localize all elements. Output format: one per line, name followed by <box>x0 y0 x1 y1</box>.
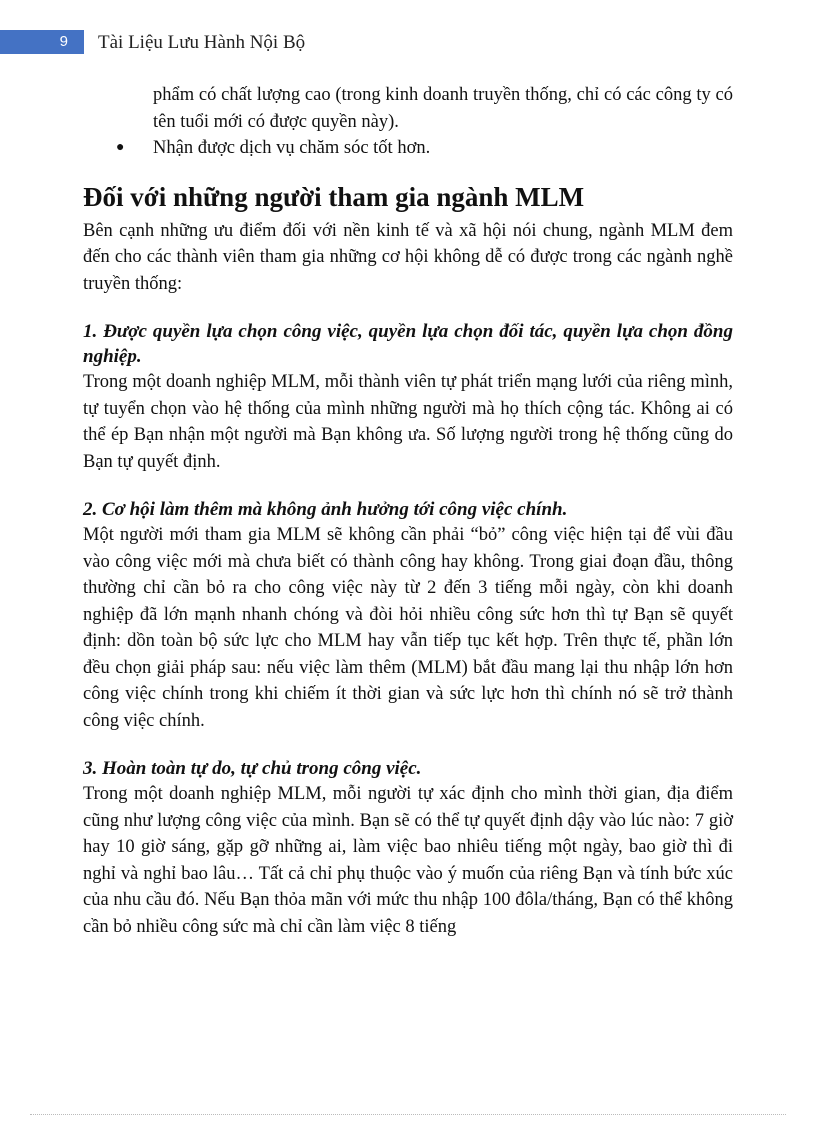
bullet-list-item <box>83 135 733 162</box>
item-heading-1: 1. Được quyền lựa chọn công việc, quyền lựa chọn đối tác, quyền lựa chọn đồng nghiệp. <box>83 321 733 367</box>
item-heading-2: 2. Cơ hội làm thêm mà không ảnh hưởng tới công việc chính. <box>83 499 568 520</box>
continued-paragraph: phẩm có chất lượng cao (trong kinh doanh truyền thống, chỉ có các công ty có tên tuổi mới có được quyền này). <box>153 85 733 132</box>
bullet-icon: ● <box>116 140 125 155</box>
item-body-1: Trong một doanh nghiệp MLM, mỗi thành viên tự phát triển mạng lưới của riêng mình, tự tuyển chọn vào hệ thống của mình những người mà họ thích cộng tác. Không ai có thể ép Bạn nhận một người mà Bạn không ưa. Số lượng người trong hệ thống cũng do Bạn tự quyết định. <box>83 372 733 472</box>
item-body-2: Một người mới tham gia MLM sẽ không cần phải “bỏ” công việc hiện tại để vùi đầu vào công việc mới mà chưa biết có thành công hay không. Trong giai đoạn đầu, thông thường chỉ cần bỏ ra cho công việc này từ 2 đến 3 tiếng mỗi ngày, còn khi doanh nghiệp đã lớn mạnh nhanh chóng và đòi hỏi nhiều công sức hơn thì tự Bạn sẽ quyết định: dồn toàn bộ sức lực cho MLM hay vẫn tiếp tục kết hợp. Trên thực tế, phần lớn đều chọn giải pháp sau: nếu việc làm thêm (MLM) bắt đầu mang lại thu nhập lớn hơn công việc chính trong khi chiếm ít thời gian và sức lực hơn thì chính nó sẽ trở thành công việc chính. <box>83 525 733 731</box>
document-body <box>83 82 733 940</box>
item-body-3: Trong một doanh nghiệp MLM, mỗi người tự xác định cho mình thời gian, địa điểm cũng như lượng công việc của mình. Bạn sẽ có thể tự quyết định dậy vào lúc nào: 7 giờ hay 10 giờ sáng, gặp gỡ những ai, làm việc bao nhiêu tiếng một ngày, bao giờ thì đi nghỉ và nghỉ bao lâu… Tất cả chỉ phụ thuộc vào ý muốn của riêng Bạn và tính bức xúc của nhu cầu đó. Nếu Bạn thỏa mãn với mức thu nhập 100 đôla/tháng, Bạn có thể không cần bỏ nhiều công sức mà chỉ cần làm việc 8 tiếng <box>83 784 733 937</box>
bullet-text: Nhận được dịch vụ chăm sóc tốt hơn. <box>153 138 431 158</box>
section-intro: Bên cạnh những ưu điểm đối với nền kinh tế và xã hội nói chung, ngành MLM đem đến cho các thành viên tham gia những cơ hội không dễ có được trong các ngành nghề truyền thống: <box>83 220 733 294</box>
item-heading-3: 3. Hoàn toàn tự do, tự chủ trong công việc. <box>83 758 422 779</box>
header-title: Tài Liệu Lưu Hành Nội Bộ <box>98 32 306 53</box>
section-heading: Đối với những người tham gia ngành MLM <box>83 181 585 212</box>
page-header <box>0 30 816 54</box>
page-bottom-divider <box>30 1114 786 1115</box>
page-number: 9 <box>0 30 84 54</box>
